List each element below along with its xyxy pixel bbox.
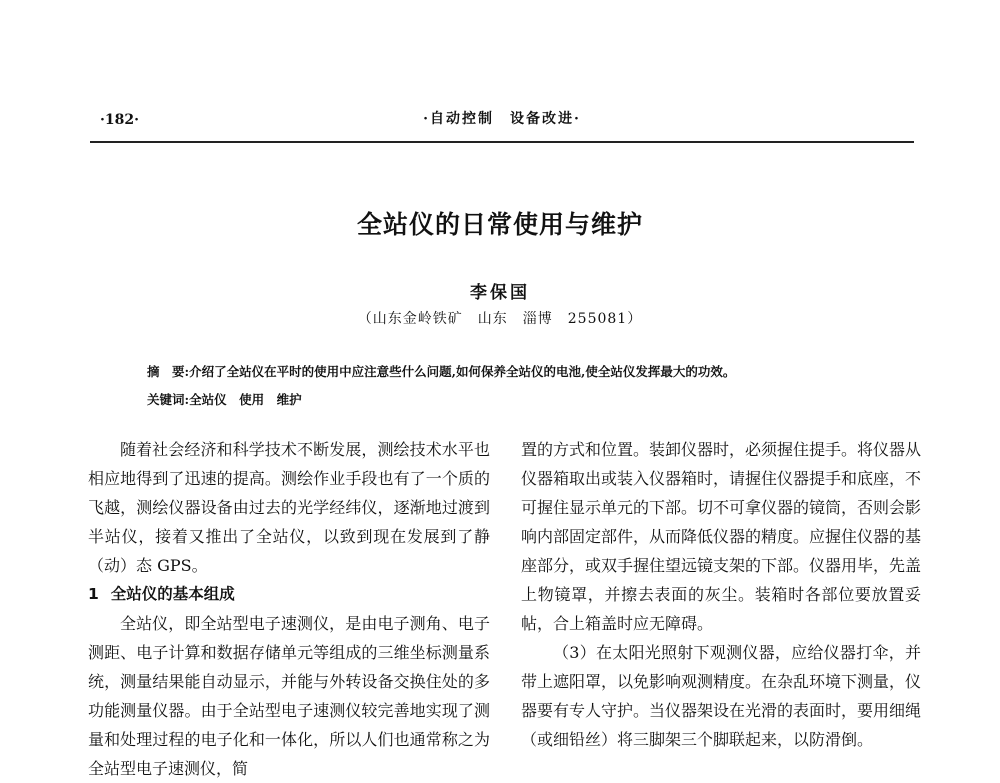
author-affiliation: （山东金岭铁矿 山东 淄博 255081） xyxy=(357,311,643,327)
header-rule xyxy=(90,141,914,143)
section-number: 1 xyxy=(88,585,99,603)
section-paragraph: 全站仪，即全站型电子速测仪，是由电子测角、电子测距、电子计算和数据存储单元等组成的三维坐标测量系统，测量结果能自动显示，并能与外转设备交换住处的多功能测量仪器。由于全站型电子速测仪较完善地实现了测量和处理过程的电子化和一体化，所以人们也通常称之为全站型电子速测仪，简 xyxy=(88,614,490,778)
right-column xyxy=(521,435,921,754)
section-title: 全站仪的基本组成 xyxy=(110,585,235,603)
abstract-block xyxy=(147,358,735,414)
intro-paragraph: 随着社会经济和科学技术不断发展，测绘技术水平也相应地得到了迅速的提高。测绘作业手段也有了一个质的飞越，测绘仪器设备由过去的光学经纬仪，逐渐地过渡到半站仪，接着又推出了全站仪，以致到现在发展到了静（动）态 GPS。 xyxy=(88,440,490,575)
continued-paragraph: 置的方式和位置。装卸仪器时，必须握住提手。将仪器从仪器箱取出或装入仪器箱时，请握住仪器提手和底座，不可握住显示单元的下部。切不可拿仪器的镜筒，否则会影响内部固定部件，从而降低仪器的精度。应握住仪器的基座部分，或双手握住望远镜支架的下部。仪器用毕，先盖上物镜罩，并擦去表面的灰尘。装箱时各部位要放置妥帖，合上箱盖时应无障碍。 xyxy=(521,440,922,633)
article-title: 全站仪的日常使用与维护 xyxy=(356,210,643,239)
abstract-text: 摘 要:介绍了全站仪在平时的使用中应注意些什么问题,如何保养全站仪的电池,使全站仪发挥最大的功效。 xyxy=(147,364,736,379)
page-number: ·182· xyxy=(100,112,139,128)
running-header xyxy=(92,108,912,132)
section-heading xyxy=(88,580,490,609)
left-column xyxy=(88,435,490,783)
item-3-paragraph: （3）在太阳光照射下观测仪器，应给仪器打伞，并带上遮阳罩，以免影响观测精度。在杂乱环境下测量，仪器要有专人守护。当仪器架设在光滑的表面时，要用细绳（或细铅丝）将三脚架三个脚联起来，以防滑倒。 xyxy=(521,643,922,749)
running-title: ·自动控制 设备改进· xyxy=(423,111,581,127)
author-name: 李保国 xyxy=(470,283,530,303)
keywords-text: 关键词:全站仪 使用 维护 xyxy=(147,392,302,407)
